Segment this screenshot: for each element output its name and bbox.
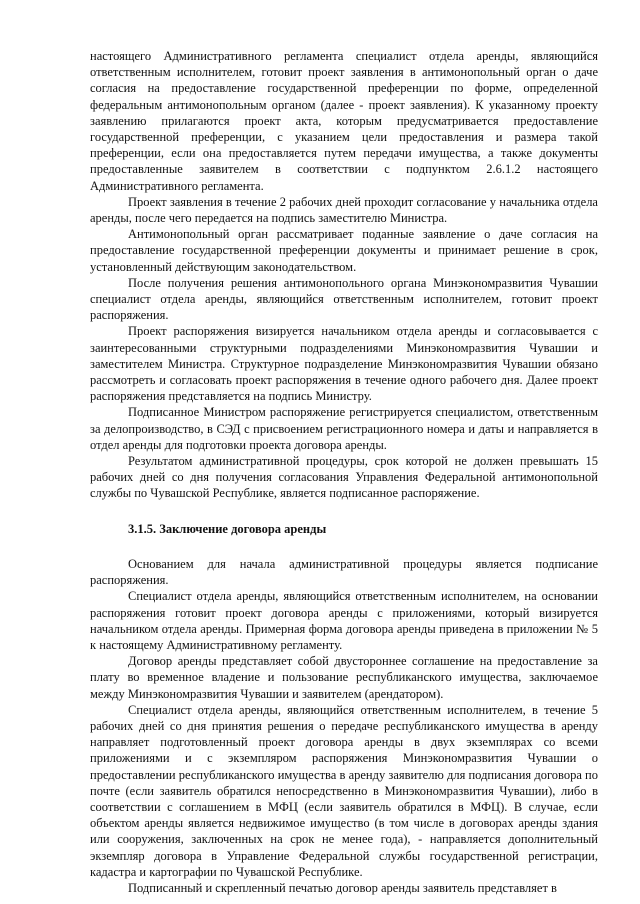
paragraph: Подписанное Министром распоряжение регистрируется специалистом, ответственным за делопроизводство, в СЭД с присвоением регистрационного номера и даты и направляется в отдел аренды для подготовки проекта договора аренды.	[90, 405, 598, 452]
paragraph: Проект заявления в течение 2 рабочих дней проходит согласование у начальника отдела аренды, после чего передается на подпись заместителю Министра.	[90, 194, 598, 226]
paragraph: Подписанный и скрепленный печатью договор аренды заявитель представляет в	[128, 880, 557, 895]
paragraph: Специалист отдела аренды, являющийся ответственным исполнителем, в течение 5 рабочих дней со дня принятия решения о передаче республиканского имущества в аренду направляет подготовленный проект договора аренды в двух экземплярах со всеми приложениями и с экземпляром распоряжения Минэкономразвития Чувашии о предоставлении республиканского имущества в аренду заявителю для подписания договора по почте (если заявитель обратился непосредственно в Минэкономразвития Чувашии), либо в соответствии с соглашением в МФЦ (если заявитель обратился в МФЦ). В случае, если объектом аренды является недвижимое имущество (в том числе в договорах аренды здания или сооружения, заключенных на срок не менее года), - направляется дополнительный экземпляр договора в Управление Федеральной службы государственной регистрации, кадастра и картографии по Чувашской Республике.	[90, 702, 598, 879]
paragraph: Основанием для начала административной процедуры является подписание распоряжения.	[90, 556, 598, 588]
document-body	[90, 48, 598, 896]
paragraph: Специалист отдела аренды, являющийся ответственным исполнителем, на основании распоряжения готовит проект договора аренды с приложениями, который визируется начальником отдела аренды. Примерная форма договора аренды приведена в приложении № 5 к настоящему Административному регламенту.	[90, 589, 598, 652]
section-heading: 3.1.5. Заключение договора аренды	[128, 521, 327, 536]
paragraph: Результатом административной процедуры, срок которой не должен превышать 15 рабочих дней со дня получения согласования Управления Федеральной антимонопольной службы по Чувашской Республике, является подписанное распоряжение.	[90, 454, 598, 501]
paragraph: Антимонопольный орган рассматривает поданные заявление о даче согласия на предоставление государственной преференции документы и принимает решение в срок, установленный действующим законодательством.	[90, 227, 598, 274]
paragraph: настоящего Административного регламента специалист отдела аренды, являющийся ответственным исполнителем, готовит проект заявления в антимонопольный орган о даче согласия на предоставление государственной преференции по форме, определенной федеральным антимонопольным органом (далее - проект заявления). К указанному проекту заявлению прилагаются проект акта, которым предусматривается предоставление государственной преференции, с указанием цели предоставления и размера такой преференции, если она предоставляется путем передачи имущества, а также документы предоставленные заявителем в соответствии с подпунктом 2.6.1.2 настоящего Административного регламента.	[90, 49, 598, 193]
paragraph: Договор аренды представляет собой двустороннее соглашение на предоставление за плату во временное владение и пользование республиканского имущества, заключаемое между Минэкономразвития Чувашии и заявителем (арендатором).	[90, 654, 598, 701]
paragraph: После получения решения антимонопольного органа Минэкономразвития Чувашии специалист отдела аренды, являющийся ответственным исполнителем, готовит проект распоряжения.	[90, 275, 598, 323]
paragraph: Проект распоряжения визируется начальником отдела аренды и согласовывается с заинтересованными структурными подразделениями Минэкономразвития Чувашии и заместителем Министра. Структурное подразделение Минэкономразвития Чувашии обязано рассмотреть и согласовать проект распоряжения в течение одного рабочего дня. Далее проект распоряжения представляется на подпись Министру.	[90, 324, 598, 404]
